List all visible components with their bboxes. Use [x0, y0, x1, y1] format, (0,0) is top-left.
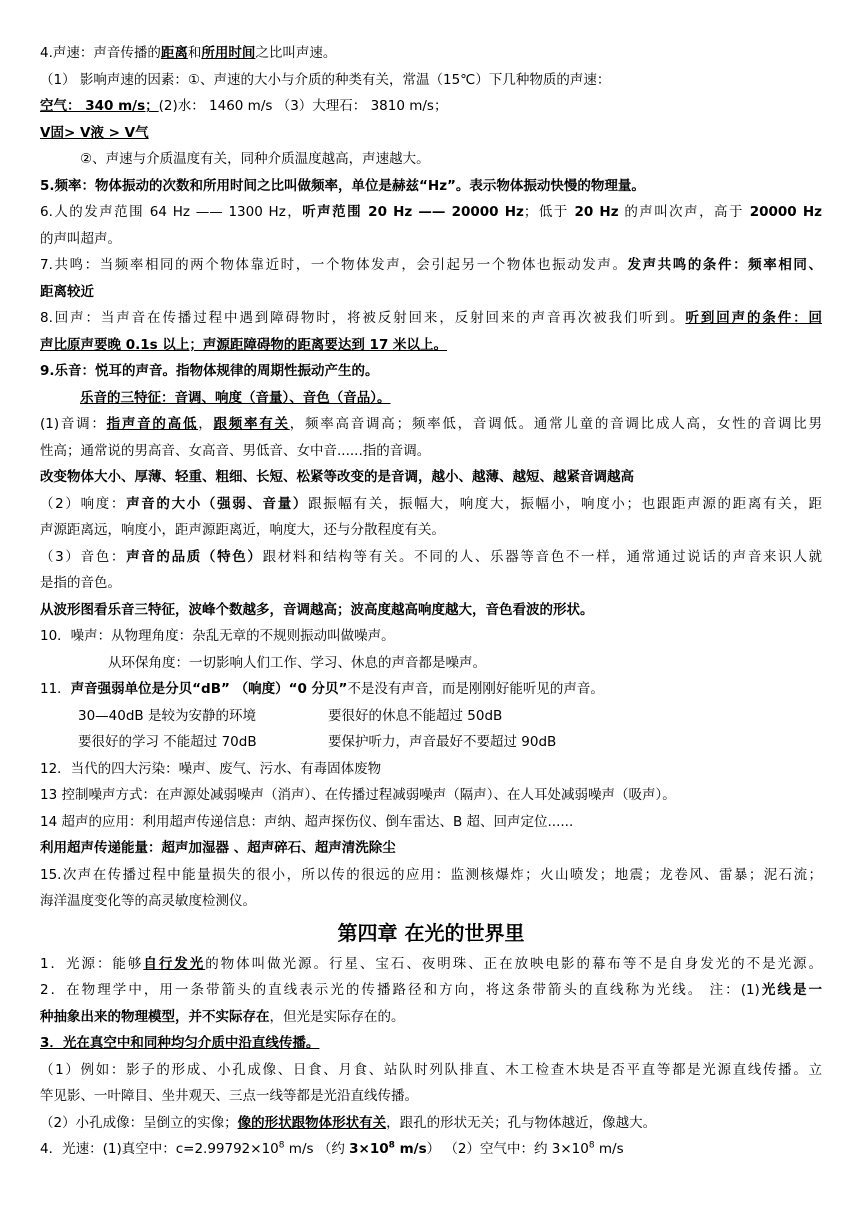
waveform-line: 从波形图看乐音三特征，波峰个数越多，音调越高；波高度越高响度越大，音色看波的形状。 — [40, 601, 594, 618]
timbre-line: （3）音色：声音的品质（特色）跟材料和结构等有关。不同的人、乐器等音色不一样，通常通过说话的声音来识人就 — [40, 548, 822, 565]
infrasound-line: 15.次声在传播过程中能量损失的很小，所以传的很远的应用：监测核爆炸；火山喷发；地震；龙卷风、雷暴；泥石流； — [40, 866, 822, 883]
straight-line-propagation: 3．光在真空中和同种均匀介质中沿直线传播。 — [40, 1035, 320, 1051]
example-line-2: 竿见影、一叶障目、坐井观天、三点一线等都是光沿直线传播。 — [40, 1088, 418, 1104]
speed-order-line: V固> V液 > V气 — [40, 124, 149, 141]
speed-of-sound-line: 4.声速：声音传播的距离和所用时间之比叫声速。 — [40, 45, 337, 61]
musical-sound-line: 9.乐音：悦耳的声音。指物体规律的周期性振动产生的。 — [40, 363, 379, 379]
pollution-line: 12．当代的四大污染：噪声、废气、污水、有毒固体废物 — [40, 760, 382, 777]
light-source-line: 1．光源：能够自行发光的物体叫做光源。行星、宝石、夜明珠、正在放映电影的幕布等不是自身发光的不是光源。 — [40, 955, 822, 972]
noise-line-2: 从环保角度：一切影响人们工作、学习、休息的声音都是噪声。 — [108, 654, 486, 671]
pitch-line-2: 性高；通常说的男高音、女高音、男低音、女中音......指的音调。 — [40, 442, 431, 459]
example-line: （1）例如：影子的形成、小孔成像、日食、月食、站队时列队排直、木工检查木块是否平直等都是光源直线传播。立 — [40, 1061, 822, 1078]
infrasound-line-2: 海洋温度变化等的高灵敏度检测仪。 — [40, 893, 256, 909]
chapter-title: 第四章 在光的世界里 — [337, 920, 525, 945]
echo-line-2: 声比原声要晚 0.1s 以上；声源距障碍物的距离要达到 17 米以上。 — [40, 336, 448, 353]
speed-values-line: 空气： 340 m/s；(2)水： 1460 m/s （3）大理石： 3810 m/s； — [40, 98, 448, 114]
decibel-line-3: 要很好的学习 不能超过 70dB 要保护听力，声音最好不要超过 90dB — [78, 734, 557, 750]
speed-temperature-line: ②、声速与介质温度有关，同种介质温度越高，声速越大。 — [80, 151, 430, 167]
light-ray-line: 2．在物理学中，用一条带箭头的直线表示光的传播路径和方向，将这条带箭头的直线称为光线。 注：(1)光线是一 — [40, 982, 822, 998]
three-characteristics-line: 乐音的三特征：音调、响度（音量）、音色（音品）。 — [80, 389, 391, 406]
decibel-line-2: 30—40dB 是较为安静的环境 要很好的休息不能超过 50dB — [78, 707, 503, 724]
hearing-range-line-2: 的声叫超声。 — [40, 230, 121, 247]
noise-line: 10．噪声：从物理角度：杂乱无章的不规则振动叫做噪声。 — [40, 628, 395, 644]
bold-distance: 距离 — [160, 45, 188, 61]
loudness-line-2: 声源距离远，响度小，距声源距离近，响度大，还与分散程度有关。 — [40, 522, 445, 538]
echo-line: 8.回声：当声音在传播过程中遇到障碍物时，将被反射回来，反射回来的声音再次被我们听到。听到回声的条件：回 — [40, 310, 822, 326]
ultrasound-energy-line: 利用超声传递能量：超声加湿器 、超声碎石、超声清洗除尘 — [40, 840, 396, 856]
light-ray-line-2: 种抽象出来的物理模型，并不实际存在，但光是实际存在的。 — [40, 1008, 405, 1025]
bold-time: 所用时间 — [201, 45, 256, 61]
pinhole-line: （2）小孔成像：呈倒立的实像；像的形状跟物体形状有关，跟孔的形状无关；孔与物体越近，像越大。 — [40, 1114, 657, 1131]
pitch-line: (1)音调：指声音的高低，跟频率有关，频率高音调高；频率低，音调低。通常儿童的音调比成人高，女性的音调比男 — [40, 416, 822, 432]
ultrasound-info-line: 14 超声的应用：利用超声传递信息：声纳、超声探伤仪、倒车雷达、B 超、回声定位...... — [40, 813, 574, 830]
decibel-line: 11．声音强弱单位是分贝“dB” （响度）“0 分贝”不是没有声音，而是刚刚好能听见的声音。 — [40, 681, 604, 697]
noise-control-line: 13 控制噪声方式：在声源处减弱噪声（消声）、在传播过程减弱噪声（隔声）、在人耳处减弱噪声（吸声）。 — [40, 787, 676, 803]
air-speed: 空气： 340 m/s； — [40, 98, 159, 114]
speed-factor-line: （1） 影响声速的因素：①、声速的大小与介质的种类有关，常温（15℃）下几种物质的声速： — [40, 71, 611, 88]
hearing-range-line: 6.人的发声范围 64 Hz —— 1300 Hz，听声范围 20 Hz —— 20000 Hz；低于 20 Hz 的声叫次声，高于 20000 Hz — [40, 204, 822, 220]
loudness-line: （2）响度：声音的大小（强弱、音量）跟振幅有关，振幅大，响度大，振幅小，响度小；也跟距声源的距离有关，距 — [40, 495, 822, 512]
resonance-line: 7.共鸣：当频率相同的两个物体靠近时，一个物体发声，会引起另一个物体也振动发声。发声共鸣的条件：频率相同、 — [40, 257, 822, 273]
pitch-change-line: 改变物体大小、厚薄、轻重、粗细、长短、松紧等改变的是音调，越小、越薄、越短、越紧音调越高 — [40, 469, 634, 485]
frequency-line: 5.频率：物体振动的次数和所用时间之比叫做频率，单位是赫兹“Hz”。表示物体振动快慢的物理量。 — [40, 177, 645, 194]
light-speed-line: 4．光速：(1)真空中：$c=2.99792\times 10^8$ m/s （约 $3\times 10^8$ m/s） （2）空气中：约 $3\times 10^8$ m/s — [40, 1140, 624, 1157]
timbre-line-2: 是指的音色。 — [40, 575, 121, 591]
resonance-line-2: 距离较近 — [40, 283, 94, 300]
